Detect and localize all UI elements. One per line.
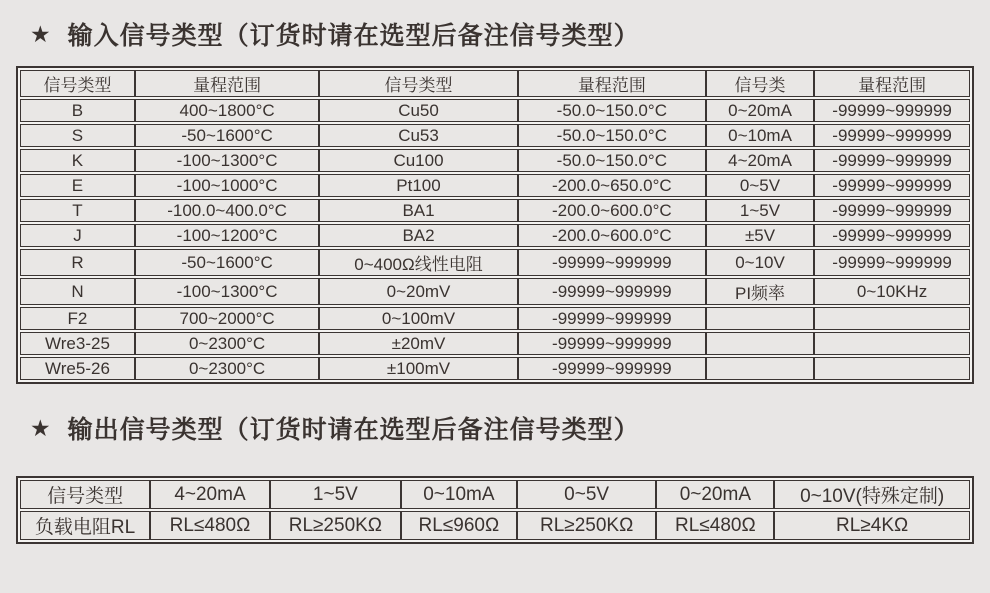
column-header: 量程范围 (518, 70, 706, 97)
table-cell: R (20, 249, 135, 276)
header-row (20, 70, 970, 97)
table-cell: RL≥4KΩ (774, 511, 970, 540)
table-row (20, 511, 970, 540)
column-header: 量程范围 (135, 70, 319, 97)
table-cell: ±5V (706, 224, 814, 247)
table-cell: -99999~999999 (814, 249, 970, 276)
table-cell: F2 (20, 307, 135, 330)
output-signal-title-text: 输出信号类型（订货时请在选型后备注信号类型） (67, 416, 640, 444)
table-cell: -200.0~650.0°C (518, 174, 706, 197)
table-cell: T (20, 199, 135, 222)
table-cell: 0~10V (706, 249, 814, 276)
table-cell (814, 332, 970, 355)
output-signal-table (20, 478, 970, 542)
table-cell (814, 307, 970, 330)
table-cell: -99999~999999 (814, 174, 970, 197)
table-cell: Wre5-26 (20, 357, 135, 380)
table-cell: PI频率 (706, 278, 814, 305)
table-cell: 1~5V (706, 199, 814, 222)
table-cell: -200.0~600.0°C (518, 224, 706, 247)
table-cell: 0~100mV (319, 307, 518, 330)
table-cell: J (20, 224, 135, 247)
table-cell: 信号类型 (20, 480, 150, 509)
table-cell: -99999~999999 (518, 278, 706, 305)
input-signal-table (20, 68, 970, 382)
table-cell: 0~5V (706, 174, 814, 197)
table-cell: 0~2300°C (135, 332, 319, 355)
star-icon: ★ (30, 414, 52, 441)
table-cell: Pt100 (319, 174, 518, 197)
table-row (20, 224, 970, 247)
table-cell: -99999~999999 (518, 307, 706, 330)
table-cell: 0~10mA (401, 480, 517, 509)
table-cell (706, 357, 814, 380)
table-row (20, 357, 970, 380)
table-cell: -50~1600°C (135, 124, 319, 147)
input-signal-table-frame (16, 66, 974, 384)
table-cell: -50~1600°C (135, 249, 319, 276)
table-cell: Cu50 (319, 99, 518, 122)
table-cell: -99999~999999 (814, 149, 970, 172)
output-signal-table-frame (16, 476, 974, 544)
table-cell (814, 357, 970, 380)
table-row (20, 249, 970, 276)
table-cell: ±20mV (319, 332, 518, 355)
table-cell: 0~20mA (706, 99, 814, 122)
table-cell: 0~10mA (706, 124, 814, 147)
table-cell: 0~5V (517, 480, 657, 509)
table-cell: -99999~999999 (814, 199, 970, 222)
output-signal-section-title (30, 410, 974, 446)
column-header: 信号类型 (20, 70, 135, 97)
table-cell: -100~1300°C (135, 278, 319, 305)
table-cell: ±100mV (319, 357, 518, 380)
column-header: 信号类型 (319, 70, 518, 97)
table-cell: 0~400Ω线性电阻 (319, 249, 518, 276)
table-cell: -99999~999999 (814, 224, 970, 247)
table-cell: 0~2300°C (135, 357, 319, 380)
star-icon: ★ (30, 20, 52, 47)
table-cell: 4~20mA (706, 149, 814, 172)
table-cell: 负载电阻RL (20, 511, 150, 540)
table-row (20, 278, 970, 305)
table-cell: RL≤480Ω (656, 511, 774, 540)
table-cell: RL≤960Ω (401, 511, 517, 540)
table-cell: -100~1200°C (135, 224, 319, 247)
table-cell: -50.0~150.0°C (518, 99, 706, 122)
table-cell: -100~1300°C (135, 149, 319, 172)
table-cell: BA2 (319, 224, 518, 247)
table-cell: 0~10V(特殊定制) (774, 480, 970, 509)
table-cell (706, 332, 814, 355)
table-cell: RL≥250KΩ (517, 511, 657, 540)
table-cell: -99999~999999 (518, 249, 706, 276)
table-cell: N (20, 278, 135, 305)
table-cell: 700~2000°C (135, 307, 319, 330)
table-cell: -100.0~400.0°C (135, 199, 319, 222)
table-cell: S (20, 124, 135, 147)
table-cell: 1~5V (270, 480, 401, 509)
table-cell: 0~10KHz (814, 278, 970, 305)
table-cell (706, 307, 814, 330)
table-cell: B (20, 99, 135, 122)
table-cell: RL≤480Ω (150, 511, 270, 540)
table-cell: 0~20mV (319, 278, 518, 305)
table-cell: E (20, 174, 135, 197)
table-row (20, 307, 970, 330)
table-row (20, 149, 970, 172)
table-row (20, 99, 970, 122)
table-row (20, 480, 970, 509)
table-cell: -50.0~150.0°C (518, 124, 706, 147)
table-cell: 0~20mA (656, 480, 774, 509)
table-cell: 4~20mA (150, 480, 270, 509)
table-cell: BA1 (319, 199, 518, 222)
table-cell: Cu53 (319, 124, 518, 147)
table-cell: 400~1800°C (135, 99, 319, 122)
table-cell: -50.0~150.0°C (518, 149, 706, 172)
input-signal-title-text: 输入信号类型（订货时请在选型后备注信号类型） (67, 22, 640, 50)
table-row (20, 332, 970, 355)
column-header: 量程范围 (814, 70, 970, 97)
column-header: 信号类 (706, 70, 814, 97)
table-row (20, 199, 970, 222)
table-cell: -99999~999999 (518, 357, 706, 380)
input-signal-section-title (30, 16, 974, 52)
table-cell: -99999~999999 (518, 332, 706, 355)
table-cell: Cu100 (319, 149, 518, 172)
table-cell: -200.0~600.0°C (518, 199, 706, 222)
table-row (20, 124, 970, 147)
table-cell: -99999~999999 (814, 99, 970, 122)
table-row (20, 174, 970, 197)
table-cell: RL≥250KΩ (270, 511, 401, 540)
table-cell: -99999~999999 (814, 124, 970, 147)
spec-sheet-page (0, 16, 990, 593)
table-cell: -100~1000°C (135, 174, 319, 197)
table-cell: K (20, 149, 135, 172)
table-cell: Wre3-25 (20, 332, 135, 355)
